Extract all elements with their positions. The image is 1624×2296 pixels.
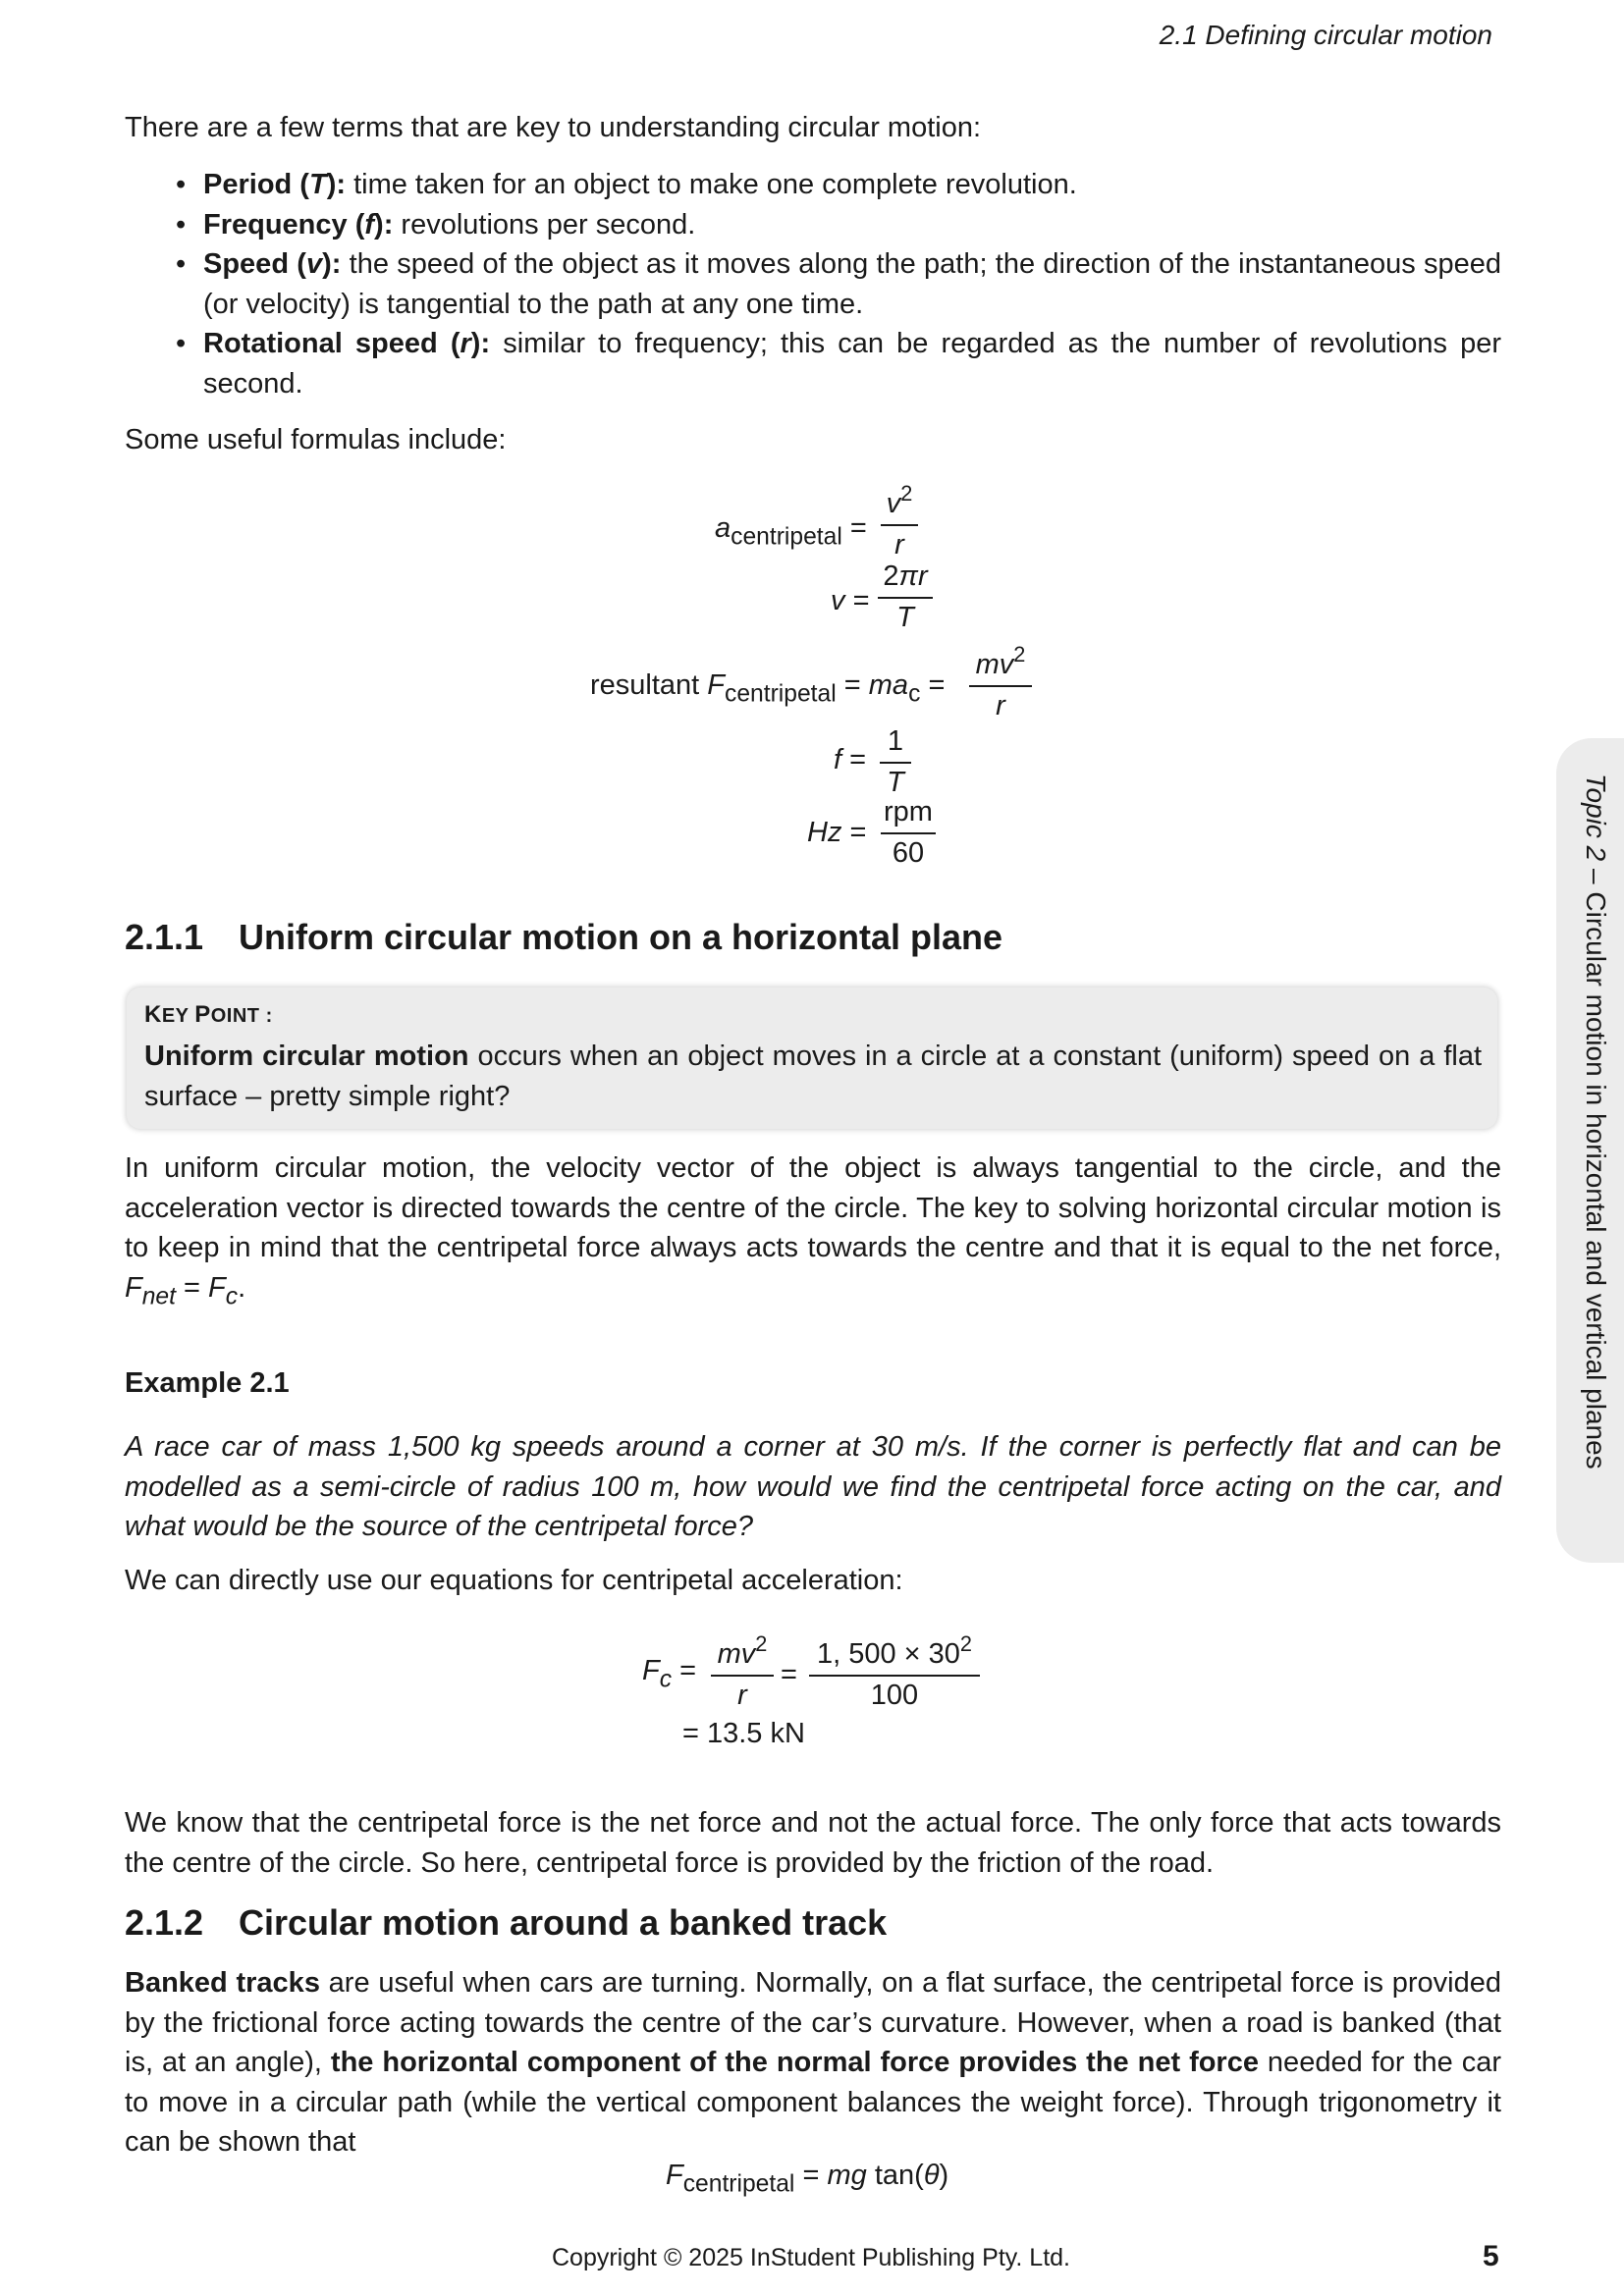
uniform-motion-paragraph: In uniform circular motion, the velocity vector of the object is always tangential to the circle, and the acceleration vector is directed towards the centre of the circle. The key to solving horizontal circular motion is to keep in mind that the centripetal force always acts towards the centre and that it is equal to the net force, $F_{net} = F_c$. bbox=[125, 1152, 1501, 1309]
list-item: • Rotational speed (r): similar to frequency; this can be regarded as the number of revolutions per second. bbox=[125, 324, 1501, 403]
section-heading-2-1-2: 2.1.2 Circular motion around a banked track bbox=[125, 1902, 888, 1943]
running-header: 2.1 Defining circular motion bbox=[1159, 20, 1492, 50]
banked-track-paragraph: Banked tracks are useful when cars are turning. Normally, on a flat surface, the centripetal force is provided by the frictional force acting towards the centre of the car’s curvature. However, when a road is banked (that is, at an angle), the horizontal component of the normal force provides the net force needed for the car to move in a circular path (while the vertical component balances the weight force). Through trigonometry it can be shown that bbox=[125, 1967, 1501, 2158]
key-point-text: Uniform circular motion occurs when an object moves in a circle at a constant (uniform) speed on a flat surface – pretty simple right? bbox=[144, 1041, 1482, 1112]
key-point-box bbox=[127, 988, 1497, 1129]
section-heading-2-1-1: 2.1.1 Uniform circular motion on a horizontal plane bbox=[125, 917, 1003, 957]
list-item: • Speed (v): the speed of the object as it moves along the path; the direction of the instantaneous speed (or velocity) is tangential to the path at any one time. bbox=[125, 244, 1501, 324]
intro-text: There are a few terms that are key to understanding circular motion: bbox=[125, 112, 982, 143]
topic-side-label: Topic 2 – Circular motion in horizontal and vertical planes bbox=[1581, 774, 1611, 1469]
terms-list bbox=[125, 165, 1501, 403]
formulas-intro: Some useful formulas include: bbox=[125, 424, 507, 455]
formula-banked-track: $F_{centripetal}$ = mg tan(θ) bbox=[666, 2160, 949, 2198]
example-lead: We can directly use our equations for centripetal acceleration: bbox=[125, 1565, 903, 1596]
key-point-label: KEY POINT : bbox=[144, 1001, 273, 1028]
list-item: • Period (T): time taken for an object to make one complete revolution. bbox=[125, 165, 1501, 205]
list-item: • Frequency (f): revolutions per second. bbox=[125, 205, 1501, 245]
example-title: Example 2.1 bbox=[125, 1367, 290, 1399]
page-number: 5 bbox=[1483, 2240, 1499, 2272]
example-conclusion: We know that the centripetal force is the net force and not the actual force. The only force that acts towards the centre of the circle. So here, centripetal force is provided by the friction of the road. bbox=[125, 1807, 1501, 1879]
copyright-footer: Copyright © 2025 InStudent Publishing Pty. Ltd. bbox=[552, 2244, 1071, 2271]
example-question: A race car of mass 1,500 kg speeds around a corner at 30 m/s. If the corner is perfectly flat and can be modelled as a semi-circle of radius 100 m, how would we find the centripetal force acting on the car, and what would be the source of the centripetal force? bbox=[125, 1431, 1501, 1542]
